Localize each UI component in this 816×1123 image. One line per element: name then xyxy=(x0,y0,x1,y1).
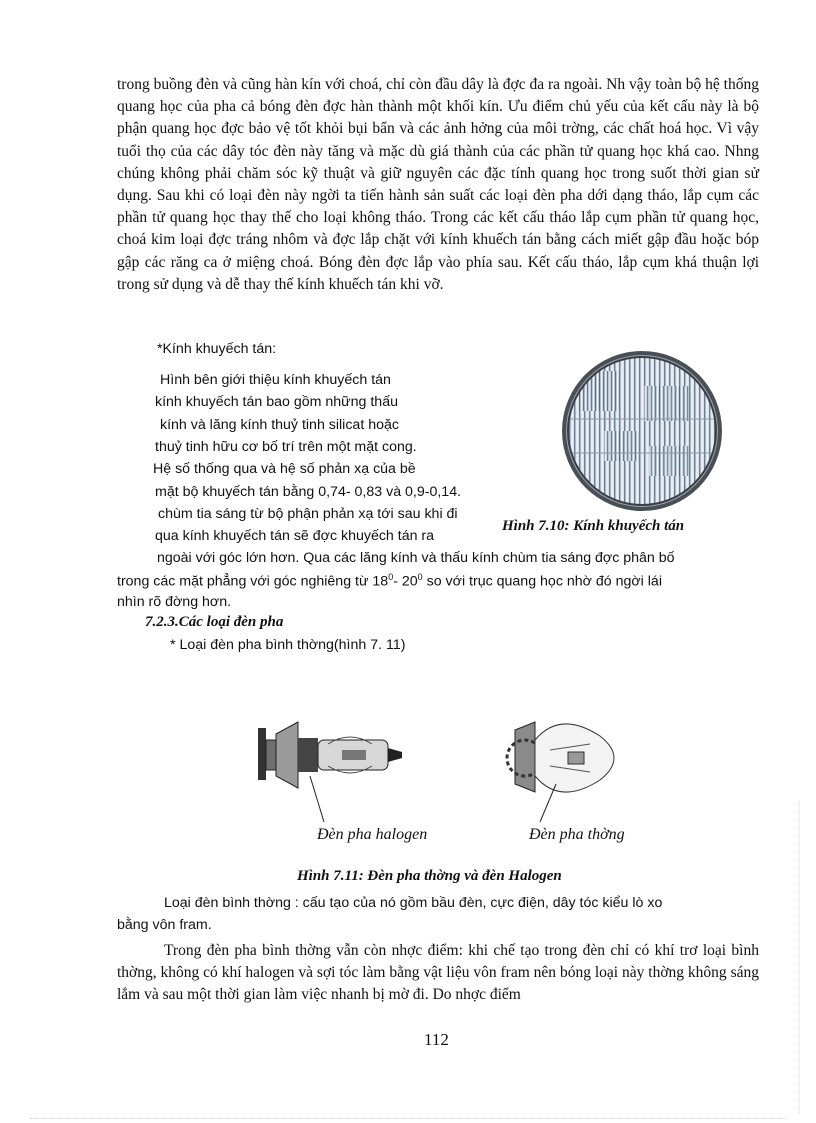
lens-text-line: Hình bên giới thiệu kính khuyếch tán xyxy=(160,372,391,388)
intro-paragraph: trong buồng đèn và cũng hàn kín với choá, chỉ còn đầu dây là đợc đa ra ngoài. Nh vậy toàn bộ hệ thống quang học của pha cả bóng đèn đợc hàn thành một khối kín. Ưu điểm chủ yếu của kết cấu này là bộ phận quang học đợc bảo vệ tốt khỏi bụi bẩn và các ảnh hởng của môi trờng, các chất hoá học. Vì vậy tuổi thọ của các dây tóc đèn này tăng và mặc dù giá thành của các phần tử quang học khá cao. Nhng chúng không phải chăm sóc kỹ thuật và giữ nguyên các đặc tính quang học trong suốt thời gian sử dụng. Sau khi có loại đèn này ngời ta tiến hành sản suất các loại đèn pha dới dạng tháo, lắp cụm các phần tử quang học thay thế cho loại không tháo. Trong các kết cấu tháo lắp cụm phần tử quang học, choá kim loại đợc tráng nhôm và đợc lắp chặt với kính khuếch tán bằng cách miết gập đầu hoặc bóp gập các răng ca ở miệng choá. Bóng đèn đợc lắp vào phía sau. Kết cấu tháo, lắp cụm khá thuận lợi trong sử dụng và dễ thay thế kính khuếch tán khi vỡ. xyxy=(117,76,759,293)
lens-text-line: qua kính khuyếch tán sẽ đợc khuyếch tán ra xyxy=(155,528,435,544)
label-halogen: Đèn pha halogen xyxy=(317,826,428,843)
normal-lamp-line1: Loại đèn bình thờng : cấu tạo của nó gồm bầu đèn, cực điện, dây tóc kiểu lò xo xyxy=(164,895,663,911)
right-margin-guide xyxy=(799,800,800,1113)
footer-divider xyxy=(30,1118,786,1119)
halogen-bulb-drawing xyxy=(258,722,402,822)
section-heading: 7.2.3.Các loại đèn pha xyxy=(145,614,284,630)
figure-7-10-caption: Hình 7.10: Kính khuyếch tán xyxy=(502,518,685,534)
lens-text-line: mặt bộ khuyếch tán bằng 0,74- 0,83 và 0,9-0,14. xyxy=(155,484,462,500)
section-bullet: * Loại đèn pha bình thờng(hình 7. 11) xyxy=(170,637,406,653)
lens-continuation-line: trong các mặt phẳng với góc nghiêng từ $18^0-$ $20^0$ so với trục quang học nhờ đó ngời lái xyxy=(117,572,662,590)
page-number: 112 xyxy=(424,1030,449,1049)
lens-heading: *Kính khuyếch tán: xyxy=(157,341,277,357)
lens-text-line: chùm tia sáng từ bộ phận phản xạ tới sau khi đi xyxy=(158,506,458,522)
lens-text-line: thuỷ tinh hữu cơ bố trí trên một mặt cong. xyxy=(155,439,417,455)
lens-continuation-line-2: nhìn rõ đờng hơn. xyxy=(117,594,232,610)
figure-7-11-caption: Hình 7.11: Đèn pha thờng và đèn Halogen xyxy=(297,868,562,884)
lens-text-line: Hệ số thống qua và hệ số phản xạ của bề xyxy=(153,461,416,477)
normal-lamp-line2: bằng vôn fram. xyxy=(117,917,212,933)
lens-text-line: kính khuyếch tán bao gồm những thấu xyxy=(155,394,398,410)
lens-text-line: kính và lăng kính thuỷ tinh silicat hoặc xyxy=(160,417,399,433)
diffuser-lens-photo xyxy=(559,351,725,511)
normal-bulb-drawing xyxy=(507,722,614,822)
lens-text-line: ngoài với góc lớn hơn. Qua các lăng kính và thấu kính chùm tia sáng đợc phân bố xyxy=(157,550,675,566)
drawback-paragraph: Trong đèn pha bình thờng vẫn còn nhợc điểm: khi chế tạo trong đèn chỉ có khí trơ loại bình thờng, không có khí halogen và sợi tóc làm bằng vật liệu vôn fram nên bóng loại này thờng không sáng lắm và sau một thời gian làm việc nhanh bị mờ đi. Do nhợc điểm xyxy=(117,942,759,1004)
label-normal: Đèn pha thờng xyxy=(529,826,625,843)
